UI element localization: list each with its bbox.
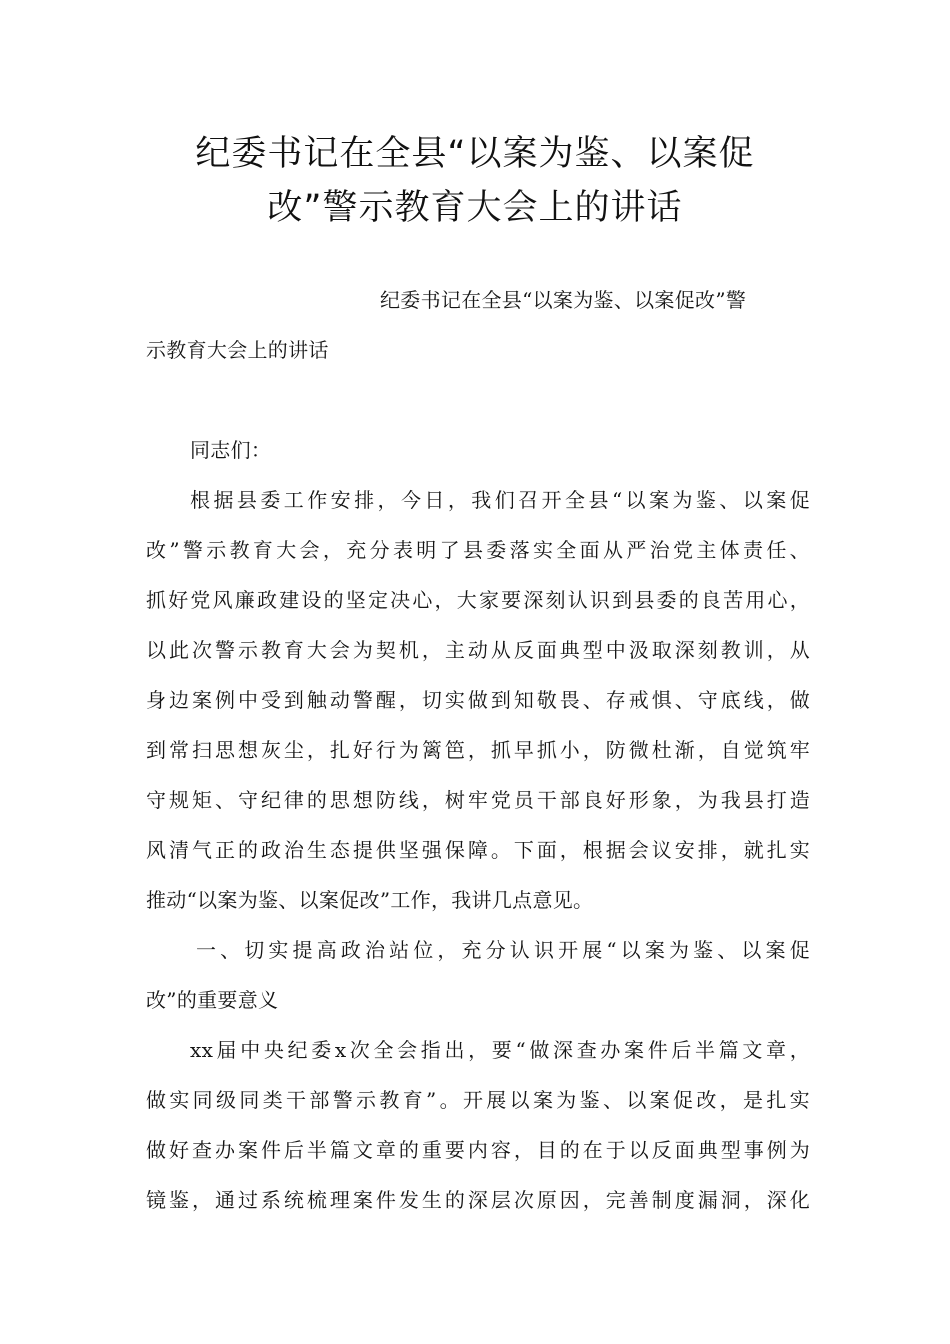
paragraph2-line-1: xx届中央纪委x次全会指出，要“做深查办案件后半篇文章，: [190, 1038, 810, 1062]
paragraph1-line-2: 改”警示教育大会，充分表明了县委落实全面从严治党主体责任、: [146, 538, 810, 562]
paragraph1-line-5: 身边案例中受到触动警醒，切实做到知敬畏、存戒惧、守底线，做: [146, 688, 810, 712]
paragraph1-line-4: 以此次警示教育大会为契机，主动从反面典型中汲取深刻教训，从: [146, 638, 810, 662]
paragraph2-line-3: 做好查办案件后半篇文章的重要内容，目的在于以反面典型事例为: [146, 1138, 810, 1162]
paragraph1-line-9: 推动“以案为鉴、以案促改”工作，我讲几点意见。: [146, 888, 594, 912]
document-title-line-1: 纪委书记在全县“以案为鉴、以案促: [195, 134, 755, 174]
subtitle-line-1: 纪委书记在全县“以案为鉴、以案促改”警: [380, 288, 747, 312]
paragraph1-line-7: 守规矩、守纪律的思想防线，树牢党员干部良好形象，为我县打造: [146, 788, 810, 812]
document-title-line-2: 改”警示教育大会上的讲话: [267, 188, 683, 228]
paragraph2-line-4: 镜鉴，通过系统梳理案件发生的深层次原因，完善制度漏洞，深化: [146, 1188, 810, 1212]
paragraph2-line-2: 做实同级同类干部警示教育”。开展以案为鉴、以案促改，是扎实: [146, 1088, 810, 1112]
paragraph1-line-1: 根据县委工作安排，今日，我们召开全县“以案为鉴、以案促: [190, 488, 810, 512]
greeting: 同志们：: [190, 438, 272, 462]
paragraph1-line-6: 到常扫思想灰尘，扎好行为篱笆，抓早抓小，防微杜渐，自觉筑牢: [146, 738, 810, 762]
heading1-line-1: 一、切实提高政治站位，充分认识开展“以案为鉴、以案促: [196, 938, 810, 962]
heading1-line-2: 改”的重要意义: [146, 988, 279, 1012]
paragraph1-line-8: 风清气正的政治生态提供坚强保障。下面，根据会议安排，就扎实: [146, 838, 810, 862]
subtitle-line-2: 示教育大会上的讲话: [146, 338, 329, 362]
paragraph1-line-3: 抓好党风廉政建设的坚定决心，大家要深刻认识到县委的良苦用心，: [146, 588, 810, 612]
